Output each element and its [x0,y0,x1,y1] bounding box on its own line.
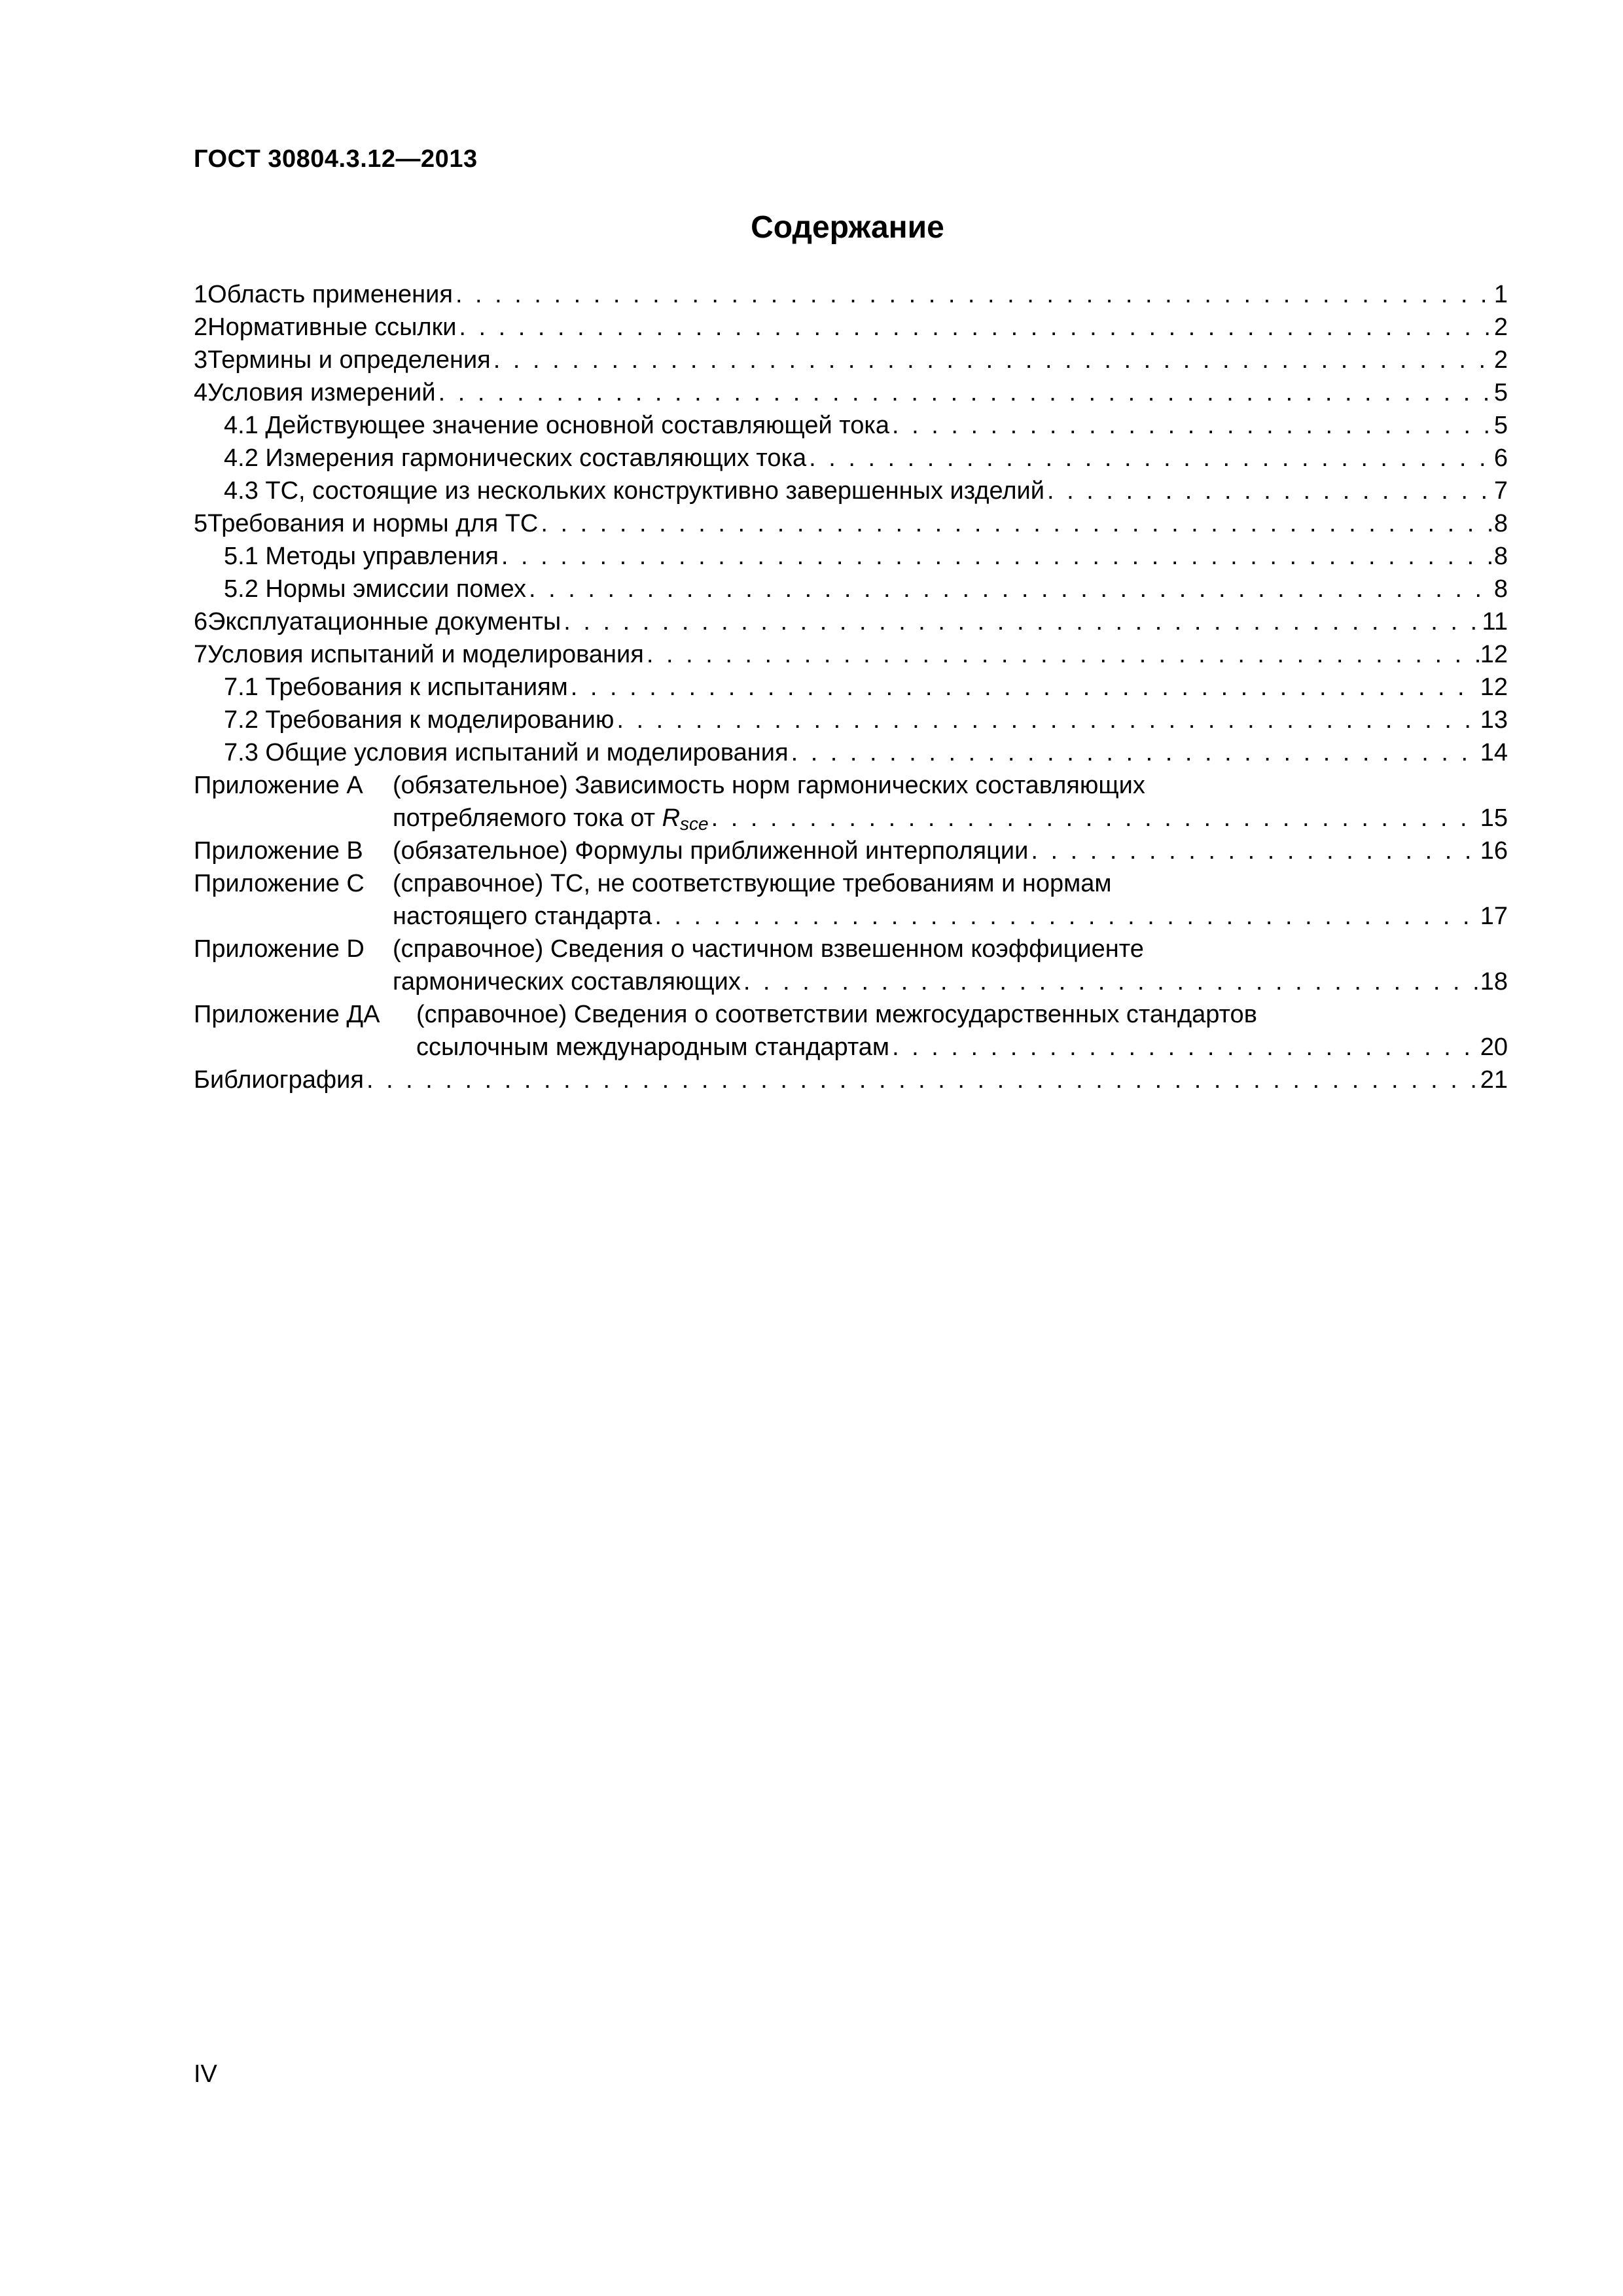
toc-entry-page: 1 [1493,281,1508,308]
toc-entry-page: 12 [1480,641,1508,668]
toc-entry-label: 7.2 Требования к моделированию [224,706,615,734]
toc-entry-number: 1 [194,281,208,308]
annex-title-line1: (справочное) Сведения о соответствии межгосударственных стандартов [416,1001,1257,1028]
toc-entry-label: Область применения [207,281,453,308]
dot-leader [1047,475,1493,507]
toc-entry-label: 7.3 Общие условия испытаний и моделирования [224,739,789,766]
toc-entry-label: 7.1 Требования к испытаниям [224,673,568,701]
annex-title-line2: гармонических составляющих [393,968,741,996]
toc-entry-page: 8 [1493,510,1508,537]
toc-entry-page: 17 [1480,903,1508,930]
toc-entry-7-1[interactable] [194,671,1508,704]
toc-entry-page: 15 [1480,804,1508,832]
toc-annex-d[interactable] [194,933,1508,998]
toc-title: Содержание [751,210,944,245]
toc-entry-label: 4.1 Действующее значение основной составляющей тока [224,412,889,439]
toc-entry-5[interactable] [194,507,1508,540]
toc-entry-label: 5.2 Нормы эмиссии помех [224,575,526,603]
toc-entry-label: Термины и определения [207,346,491,374]
toc-entry-page: 8 [1493,575,1508,603]
dot-leader [654,900,1478,933]
dot-leader [493,344,1493,376]
annex-key: Приложение А [194,772,363,799]
annex-title-line2: ссылочным международным стандартам [416,1033,890,1061]
toc-entry-6[interactable] [194,605,1508,638]
toc-entry-page: 13 [1480,706,1508,734]
toc-entry-label: Нормативные ссылки [207,314,457,341]
toc-entry-7-2[interactable] [194,704,1508,736]
toc-entry-page: 6 [1493,444,1508,472]
annex-key: Приложение ДА [194,1001,380,1028]
toc-entry-1[interactable] [194,278,1508,311]
toc-entry-page: 7 [1493,477,1508,505]
dot-leader [571,671,1479,704]
annex-title-line1: (справочное) ТС, не соответствующие требованиям и нормам [393,870,1112,897]
annex-title-line2: потребляемого тока от Rsce [393,804,709,834]
annex-title-line1: (справочное) Сведения о частичном взвешенном коэффициенте [393,935,1144,963]
dot-leader [501,540,1493,573]
dot-leader [563,605,1480,638]
dot-leader [892,1031,1479,1064]
toc-entry-label: Библиография [194,1066,364,1094]
dot-leader [892,409,1493,442]
toc-entry-page: 2 [1493,346,1508,374]
toc-entry-4-2[interactable] [194,442,1508,475]
dot-leader [438,376,1493,409]
dot-leader [366,1064,1479,1096]
toc-entry-label: 4.2 Измерения гармонических составляющих тока [224,444,807,472]
toc-entry-label: Условия измерений [207,379,436,406]
toc-entry-5-2[interactable] [194,573,1508,605]
table-of-contents [194,278,1508,1096]
annex-title-line2: настоящего стандарта [393,903,652,930]
toc-entry-5-1[interactable] [194,540,1508,573]
dot-leader [809,442,1493,475]
toc-entry-number: 5 [194,510,208,537]
toc-entry-label: Условия испытаний и моделирования [207,641,644,668]
toc-entry-2[interactable] [194,311,1508,344]
toc-entry-4-3[interactable] [194,475,1508,507]
dot-leader [541,507,1492,540]
toc-entry-page: 8 [1493,543,1508,570]
toc-entry-page: 20 [1480,1033,1508,1061]
toc-annex-da[interactable] [194,998,1508,1064]
toc-entry-label: Требования и нормы для ТС [207,510,539,537]
toc-entry-number: 2 [194,314,208,341]
toc-entry-3[interactable] [194,344,1508,376]
dot-leader [459,311,1492,344]
toc-entry-page: 18 [1480,968,1508,996]
toc-entry-7[interactable] [194,638,1508,671]
toc-entry-7-3[interactable] [194,736,1508,769]
toc-entry-page: 5 [1493,412,1508,439]
toc-annex-a[interactable] [194,769,1508,834]
rsce-symbol: Rsce [662,804,709,834]
dot-leader [647,638,1479,671]
dot-leader [1031,834,1478,867]
toc-annex-c[interactable] [194,867,1508,933]
toc-entry-number: 7 [194,641,208,668]
dot-leader [791,736,1479,769]
toc-entry-label: 4.3 ТС, состоящие из нескольких конструктивно завершенных изделий [224,477,1044,505]
toc-entry-number: 4 [194,379,208,406]
dot-leader [711,802,1479,834]
dot-leader [455,278,1493,311]
toc-entry-page: 5 [1493,379,1508,406]
dot-leader [743,965,1479,998]
toc-entry-page: 21 [1480,1066,1508,1094]
toc-entry-page: 14 [1480,739,1508,766]
toc-entry-label: Эксплуатационные документы [207,608,562,636]
annex-key: Приложение D [194,935,365,963]
annex-key: Приложение С [194,870,365,897]
document-code: ГОСТ 30804.3.12—2013 [194,145,478,173]
toc-entry-page: 2 [1493,314,1508,341]
toc-entry-page: 12 [1480,673,1508,701]
annex-title-line1: (обязательное) Зависимость норм гармонических составляющих [393,772,1145,799]
toc-entry-4[interactable] [194,376,1508,409]
page-number: IV [194,2060,217,2088]
toc-entry-4-1[interactable] [194,409,1508,442]
dot-leader [529,573,1493,605]
toc-entry-number: 6 [194,608,208,636]
toc-entry-label: 5.1 Методы управления [224,543,499,570]
toc-annex-b[interactable] [194,834,1508,867]
toc-entry-number: 3 [194,346,208,374]
toc-bibliography[interactable] [194,1064,1508,1096]
dot-leader [616,704,1478,736]
annex-key: Приложение В [194,837,363,865]
toc-entry-page: 11 [1482,608,1508,636]
toc-entry-page: 16 [1480,837,1508,865]
annex-title-line1: (обязательное) Формулы приближенной интерполяции [393,837,1029,865]
